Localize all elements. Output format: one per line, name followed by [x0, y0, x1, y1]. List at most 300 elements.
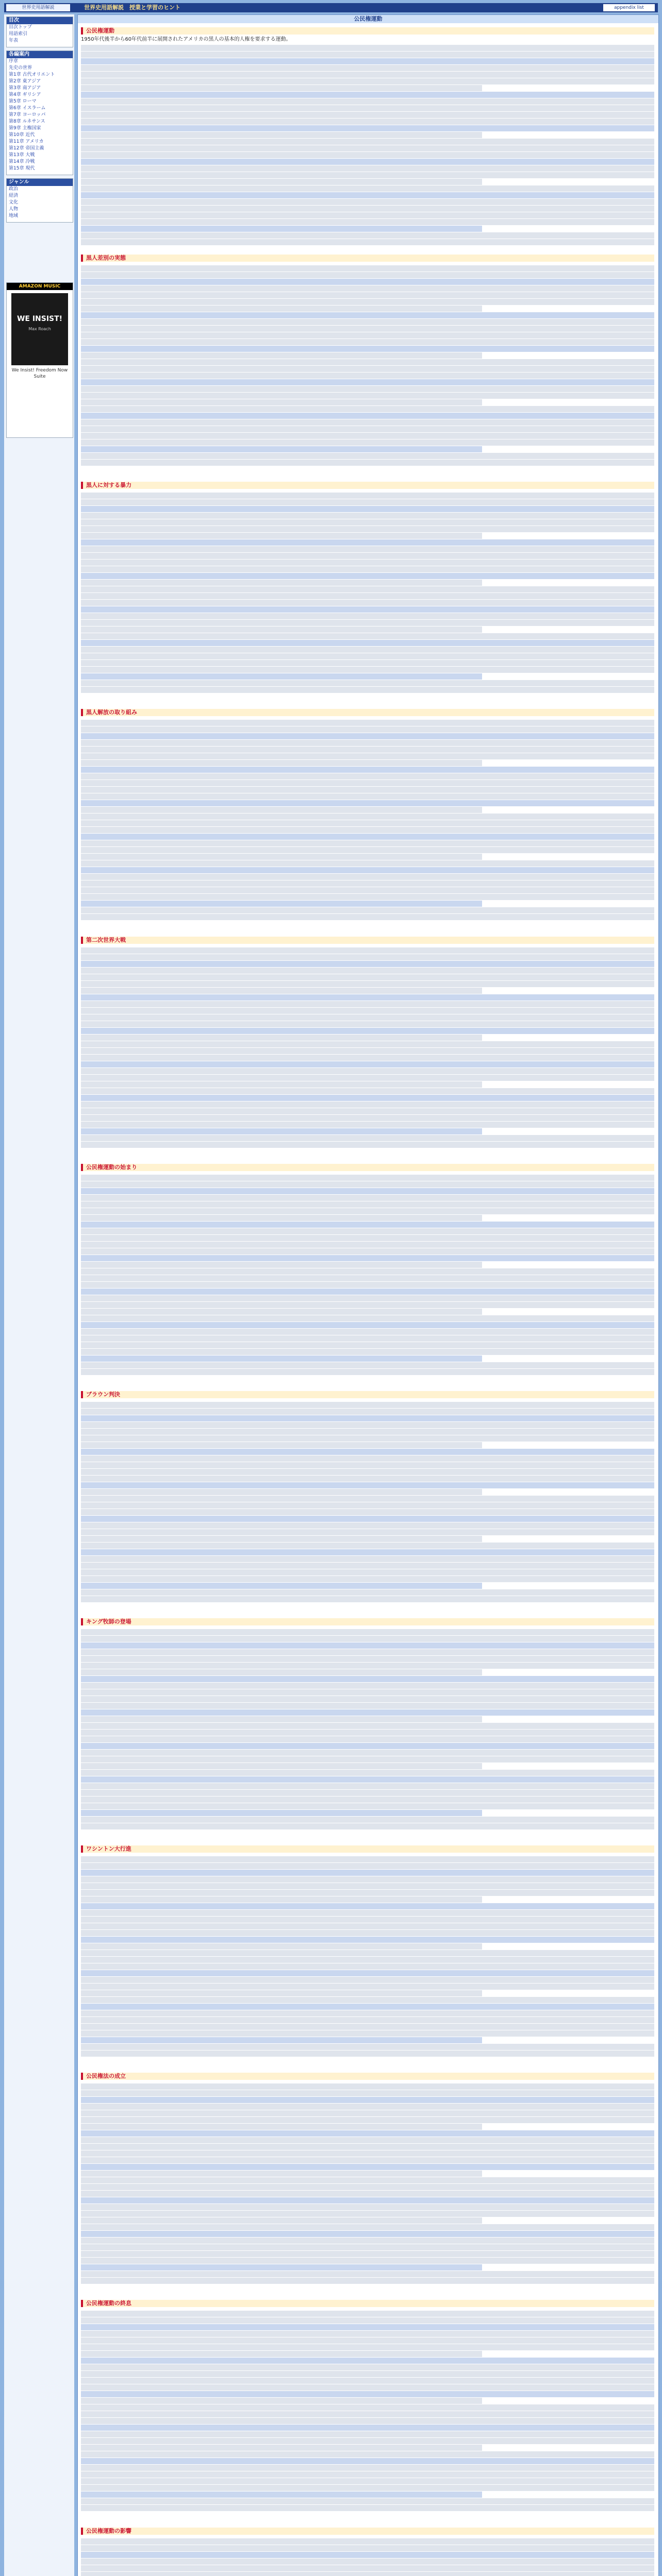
section-heading: 公民権法の成立	[81, 2073, 654, 2080]
text-line-placeholder	[81, 1035, 482, 1041]
text-line-placeholder	[81, 339, 654, 345]
text-line-placeholder	[81, 1008, 654, 1014]
text-line-placeholder	[81, 1349, 654, 1355]
text-line-placeholder	[81, 647, 654, 653]
section-heading: ブラウン判決	[81, 1391, 654, 1398]
text-line-placeholder	[81, 1870, 654, 1876]
text-line-placeholder	[81, 433, 654, 439]
text-line-placeholder	[81, 1803, 654, 1809]
text-line-placeholder	[81, 2358, 654, 2364]
text-line-placeholder	[81, 600, 654, 606]
text-line-placeholder	[81, 1055, 654, 1061]
text-line-placeholder	[81, 2344, 654, 2350]
article-section	[81, 255, 654, 478]
text-line-placeholder	[81, 1930, 654, 1936]
sidebar-link[interactable]: 第15章 現代	[9, 166, 35, 171]
text-line-placeholder	[81, 747, 654, 753]
article-section	[81, 482, 654, 705]
text-line-placeholder	[81, 961, 654, 967]
text-line-placeholder	[81, 994, 654, 1001]
text-line-placeholder	[81, 2150, 654, 2157]
text-line-placeholder	[81, 907, 654, 913]
text-line-placeholder	[81, 1482, 654, 1488]
text-line-placeholder	[81, 1669, 482, 1675]
text-line-placeholder	[81, 2204, 654, 2210]
text-line-placeholder	[81, 787, 654, 793]
article-section	[81, 1845, 654, 2069]
sidebar-link[interactable]: 序章	[9, 59, 19, 64]
text-line-placeholder	[81, 1649, 654, 1655]
section-body	[81, 1173, 654, 1385]
text-line-placeholder	[81, 1636, 654, 1642]
text-line-placeholder	[81, 834, 654, 840]
text-line-placeholder	[81, 366, 654, 372]
text-line-placeholder	[81, 626, 482, 633]
text-line-placeholder	[81, 1135, 654, 1141]
text-line-placeholder	[81, 1275, 654, 1281]
text-line-placeholder	[81, 1863, 654, 1869]
album-cover-title: WE INSIST!	[16, 315, 63, 323]
text-line-placeholder	[81, 105, 654, 111]
text-line-placeholder	[81, 2445, 482, 2451]
article-section	[81, 709, 654, 932]
text-line-placeholder	[81, 2211, 654, 2217]
article-section	[81, 1164, 654, 1387]
text-line-placeholder	[81, 1856, 654, 1862]
text-line-placeholder	[81, 2184, 654, 2190]
text-line-placeholder	[81, 1569, 654, 1575]
sidebar-link[interactable]: 第12章 帝国主義	[9, 146, 44, 151]
page-title: 公民権運動	[78, 15, 658, 23]
text-line-placeholder	[81, 265, 654, 272]
text-line-placeholder	[81, 2144, 654, 2150]
sidebar-link[interactable]: 第8章 ルネサンス	[9, 119, 45, 124]
text-line-placeholder	[81, 546, 654, 552]
sidebar-box-title: 各編案内	[7, 51, 73, 58]
text-line-placeholder	[81, 219, 654, 225]
text-line-placeholder	[81, 820, 654, 826]
text-line-placeholder	[81, 1723, 654, 1729]
text-line-placeholder	[81, 807, 482, 813]
text-line-placeholder	[81, 2017, 654, 2023]
text-line-placeholder	[81, 1629, 654, 1635]
text-line-placeholder	[81, 519, 654, 526]
text-line-placeholder	[81, 1709, 654, 1716]
text-line-placeholder	[81, 2197, 654, 2204]
text-line-placeholder	[81, 1950, 654, 1956]
text-line-placeholder	[81, 2558, 654, 2565]
text-line-placeholder	[81, 2171, 482, 2177]
text-line-placeholder	[81, 1068, 654, 1074]
text-line-placeholder	[81, 2251, 654, 2257]
text-line-placeholder	[81, 2471, 654, 2478]
text-line-placeholder	[81, 1021, 654, 1027]
text-line-placeholder	[81, 1923, 654, 1929]
text-line-placeholder	[81, 947, 654, 954]
text-line-placeholder	[81, 1676, 654, 1682]
text-line-placeholder	[81, 566, 654, 572]
text-line-placeholder	[81, 2177, 654, 2183]
text-line-placeholder	[81, 1088, 654, 1094]
text-line-placeholder	[81, 1496, 654, 1502]
text-line-placeholder	[81, 1810, 482, 1816]
text-line-placeholder	[81, 1642, 654, 1649]
text-line-placeholder	[81, 1763, 482, 1769]
text-line-placeholder	[81, 299, 654, 305]
text-line-placeholder	[81, 827, 654, 833]
section-body	[81, 718, 654, 930]
text-line-placeholder	[81, 2090, 654, 2096]
text-line-placeholder	[81, 2258, 654, 2264]
text-line-placeholder	[81, 426, 654, 432]
text-line-placeholder	[81, 733, 654, 739]
text-line-placeholder	[81, 673, 482, 680]
text-line-placeholder	[81, 1215, 482, 1221]
text-line-placeholder	[81, 1302, 654, 1308]
sidebar-link[interactable]: 第13章 大戦	[9, 152, 35, 158]
text-line-placeholder	[81, 887, 654, 893]
text-line-placeholder	[81, 1977, 654, 1983]
text-line-placeholder	[81, 1262, 482, 1268]
text-line-placeholder	[81, 118, 654, 125]
text-line-placeholder	[81, 78, 654, 84]
text-line-placeholder	[81, 1449, 654, 1455]
site-logo[interactable]: 世界史用語解説	[6, 4, 70, 11]
text-line-placeholder	[81, 132, 482, 138]
section-body	[81, 1854, 654, 2067]
text-line-placeholder	[81, 1235, 654, 1241]
text-line-placeholder	[81, 212, 654, 218]
text-line-placeholder	[81, 226, 482, 232]
site-title: 世界史用語解説 授業と学習のヒント	[84, 4, 180, 11]
section-heading: 公民権運動	[81, 27, 654, 35]
text-line-placeholder	[81, 640, 654, 646]
text-line-placeholder	[81, 1329, 654, 1335]
text-line-placeholder	[81, 2418, 654, 2424]
text-line-placeholder	[81, 2278, 654, 2284]
text-line-placeholder	[81, 1282, 654, 1288]
sidebar-link[interactable]: 地域	[9, 213, 19, 218]
text-line-placeholder	[81, 2024, 654, 2030]
sidebar-link[interactable]: 第2章 東アジア	[9, 79, 41, 84]
article-section	[81, 1391, 654, 1614]
text-line-placeholder	[81, 1115, 654, 1121]
appendix-link[interactable]: appendix list	[603, 4, 655, 11]
text-line-placeholder	[81, 1248, 654, 1255]
section-heading: 公民権運動の始まり	[81, 1164, 654, 1171]
text-line-placeholder	[81, 1903, 654, 1909]
text-line-placeholder	[81, 1583, 482, 1589]
text-line-placeholder	[81, 2552, 654, 2558]
text-line-placeholder	[81, 2565, 654, 2571]
text-line-placeholder	[81, 2117, 654, 2123]
text-line-placeholder	[81, 1175, 654, 1181]
article-section	[81, 27, 654, 250]
text-line-placeholder	[81, 1823, 654, 1829]
text-line-placeholder	[81, 2191, 654, 2197]
text-line-placeholder	[81, 2451, 654, 2458]
text-line-placeholder	[81, 1001, 654, 1007]
text-line-placeholder	[81, 2411, 654, 2417]
text-line-placeholder	[81, 2545, 654, 2551]
text-line-placeholder	[81, 1797, 654, 1803]
text-line-placeholder	[81, 232, 654, 239]
text-line-placeholder	[81, 2224, 654, 2230]
text-line-placeholder	[81, 2425, 654, 2431]
text-line-placeholder	[81, 894, 654, 900]
text-line-placeholder	[81, 2391, 654, 2397]
sidebar-link[interactable]: 文化	[9, 200, 19, 205]
text-line-placeholder	[81, 326, 654, 332]
text-line-placeholder	[81, 606, 654, 613]
text-line-placeholder	[81, 1048, 654, 1054]
text-line-placeholder	[81, 1309, 482, 1315]
text-line-placeholder	[81, 2384, 654, 2391]
ad-header: AMAZON MUSIC	[7, 283, 73, 290]
text-line-placeholder	[81, 2331, 654, 2337]
text-line-placeholder	[81, 2264, 482, 2270]
text-line-placeholder	[81, 1730, 654, 1736]
text-line-placeholder	[81, 1817, 654, 1823]
text-line-placeholder	[81, 2465, 654, 2471]
sidebar-link[interactable]: 第3章 南アジア	[9, 86, 41, 91]
text-line-placeholder	[81, 981, 654, 987]
text-line-placeholder	[81, 1201, 654, 1208]
sidebar-box-title: ジャンル	[7, 179, 73, 186]
text-line-placeholder	[81, 1943, 482, 1950]
text-line-placeholder	[81, 1910, 654, 1916]
text-line-placeholder	[81, 1957, 654, 1963]
text-line-placeholder	[81, 2505, 654, 2511]
text-line-placeholder	[81, 279, 654, 285]
sidebar-link[interactable]: 先史の世界	[9, 65, 32, 71]
sidebar-link[interactable]: 第10章 近代	[9, 132, 35, 138]
sidebar-link[interactable]: 経済	[9, 193, 19, 198]
text-line-placeholder	[81, 1435, 654, 1442]
text-line-placeholder	[81, 2431, 654, 2437]
top-header	[4, 3, 658, 12]
text-line-placeholder	[81, 2498, 654, 2504]
text-line-placeholder	[81, 346, 654, 352]
text-line-placeholder	[81, 2271, 654, 2277]
text-line-placeholder	[81, 165, 654, 172]
text-line-placeholder	[81, 2124, 482, 2130]
text-line-placeholder	[81, 1122, 654, 1128]
article-section	[81, 2300, 654, 2523]
text-line-placeholder	[81, 1716, 482, 1722]
text-line-placeholder	[81, 553, 654, 559]
text-line-placeholder	[81, 613, 654, 619]
sidebar-link[interactable]: 目次トップ	[9, 25, 32, 30]
text-line-placeholder	[81, 1990, 482, 1996]
amazon-music-ad[interactable]	[6, 282, 73, 438]
text-line-placeholder	[81, 1095, 654, 1101]
text-line-placeholder	[81, 1896, 482, 1903]
album-cover-image[interactable]	[11, 293, 68, 365]
text-line-placeholder	[81, 1536, 482, 1542]
text-line-placeholder	[81, 1736, 654, 1742]
section-body	[81, 2081, 654, 2294]
section-body	[81, 2536, 654, 2576]
text-line-placeholder	[81, 1295, 654, 1301]
text-line-placeholder	[81, 1576, 654, 1582]
text-line-placeholder	[81, 1255, 654, 1261]
text-line-placeholder	[81, 1422, 654, 1428]
section-heading: ワシントン大行進	[81, 1845, 654, 1853]
sidebar-link[interactable]: 用語索引	[9, 31, 28, 37]
sidebar-link[interactable]: 第14章 冷戦	[9, 159, 35, 164]
text-line-placeholder	[81, 372, 654, 379]
text-line-placeholder	[81, 386, 654, 392]
section-body	[81, 263, 654, 476]
text-line-placeholder	[81, 85, 482, 91]
text-line-placeholder	[81, 145, 654, 151]
text-line-placeholder	[81, 2238, 654, 2244]
text-line-placeholder	[81, 854, 482, 860]
section-heading: 黒人差別の実態	[81, 255, 654, 262]
section-body	[81, 1400, 654, 1613]
text-line-placeholder	[81, 1890, 654, 1896]
text-line-placeholder	[81, 533, 482, 539]
text-line-placeholder	[81, 1469, 654, 1475]
text-line-placeholder	[81, 2044, 654, 2050]
text-line-placeholder	[81, 1041, 654, 1047]
text-line-placeholder	[81, 332, 654, 338]
text-line-placeholder	[81, 72, 654, 78]
text-line-placeholder	[81, 1222, 654, 1228]
text-line-placeholder	[81, 1516, 654, 1522]
text-line-placeholder	[81, 2037, 482, 2043]
text-line-placeholder	[81, 1937, 654, 1943]
text-line-placeholder	[81, 780, 654, 786]
text-line-placeholder	[81, 1489, 482, 1495]
sidebar-box-genres	[6, 178, 73, 223]
text-line-placeholder	[81, 560, 654, 566]
text-line-placeholder	[81, 2110, 654, 2116]
section-heading: 公民権運動の影響	[81, 2528, 654, 2535]
text-line-placeholder	[81, 1689, 654, 1696]
text-line-placeholder	[81, 493, 654, 499]
text-line-placeholder	[81, 159, 654, 165]
text-line-placeholder	[81, 753, 654, 759]
section-body	[81, 2309, 654, 2521]
text-line-placeholder	[81, 2572, 654, 2576]
text-line-placeholder	[81, 2458, 654, 2464]
text-line-placeholder	[81, 2378, 654, 2384]
text-line-placeholder	[81, 2404, 654, 2411]
text-line-placeholder	[81, 1228, 654, 1234]
text-line-placeholder	[81, 880, 654, 887]
text-line-placeholder	[81, 285, 654, 292]
text-line-placeholder	[81, 2317, 654, 2324]
text-line-placeholder	[81, 179, 482, 185]
text-line-placeholder	[81, 2538, 654, 2545]
text-line-placeholder	[81, 1188, 654, 1194]
text-line-placeholder	[81, 2164, 654, 2170]
text-line-placeholder	[81, 112, 654, 118]
text-line-placeholder	[81, 1596, 654, 1602]
text-line-placeholder	[81, 312, 654, 318]
text-line-placeholder	[81, 1876, 654, 1883]
sidebar-link[interactable]: 第6章 イスラーム	[9, 106, 46, 111]
text-line-placeholder	[81, 65, 654, 71]
text-line-placeholder	[81, 319, 654, 325]
text-line-placeholder	[81, 2010, 654, 2016]
text-line-placeholder	[81, 1429, 654, 1435]
text-line-placeholder	[81, 2492, 482, 2498]
text-line-placeholder	[81, 292, 654, 298]
sidebar-link[interactable]: 第4章 ギリシア	[9, 92, 41, 97]
text-line-placeholder	[81, 1409, 654, 1415]
text-line-placeholder	[81, 413, 654, 419]
sidebar-link[interactable]: 第1章 古代オリエント	[9, 72, 55, 77]
text-line-placeholder	[81, 306, 482, 312]
section-heading: キング牧師の登場	[81, 1618, 654, 1625]
text-line-placeholder	[81, 399, 482, 405]
text-line-placeholder	[81, 393, 654, 399]
text-line-placeholder	[81, 1790, 654, 1796]
text-line-placeholder	[81, 513, 654, 519]
sidebar-link[interactable]: 第9章 主権国家	[9, 126, 41, 131]
section-body	[81, 490, 654, 703]
text-line-placeholder	[81, 2104, 654, 2110]
section-heading: 黒人解放の取り組み	[81, 709, 654, 716]
text-line-placeholder	[81, 660, 654, 666]
text-line-placeholder	[81, 2217, 482, 2224]
sidebar-link[interactable]: 第5章 ローマ	[9, 99, 37, 104]
section-body	[81, 1627, 654, 1840]
text-line-placeholder	[81, 1556, 654, 1562]
section-heading: 第二次世界大戦	[81, 937, 654, 944]
text-line-placeholder	[81, 988, 482, 994]
text-line-placeholder	[81, 760, 482, 766]
text-line-placeholder	[81, 1696, 654, 1702]
text-line-placeholder	[81, 667, 654, 673]
text-line-placeholder	[81, 1984, 654, 1990]
text-line-placeholder	[81, 239, 654, 245]
text-line-placeholder	[81, 726, 654, 733]
text-line-placeholder	[81, 1997, 654, 2003]
article-section	[81, 937, 654, 1160]
text-line-placeholder	[81, 2231, 654, 2237]
text-line-placeholder	[81, 687, 654, 693]
text-line-placeholder	[81, 526, 654, 532]
text-line-placeholder	[81, 1362, 654, 1368]
text-line-placeholder	[81, 1589, 654, 1596]
text-line-placeholder	[81, 1963, 654, 1970]
text-line-placeholder	[81, 1355, 482, 1362]
text-line-placeholder	[81, 1322, 654, 1328]
sidebar-link[interactable]: 年表	[9, 38, 19, 43]
text-line-placeholder	[81, 1455, 654, 1462]
sidebar-link[interactable]: 人物	[9, 207, 19, 212]
sidebar-link[interactable]: 政治	[9, 187, 19, 192]
sidebar-link[interactable]: 第7章 ヨーロッパ	[9, 112, 46, 117]
text-line-placeholder	[81, 352, 482, 359]
text-line-placeholder	[81, 1543, 654, 1549]
text-line-placeholder	[81, 1142, 654, 1148]
text-line-placeholder	[81, 1663, 654, 1669]
text-line-placeholder	[81, 506, 654, 512]
text-line-placeholder	[81, 1917, 654, 1923]
text-line-placeholder	[81, 968, 654, 974]
sidebar-link[interactable]: 第11章 アメリカ	[9, 139, 44, 144]
text-line-placeholder	[81, 2351, 482, 2357]
text-line-placeholder	[81, 2050, 654, 2057]
text-line-placeholder	[81, 954, 654, 960]
text-line-placeholder	[81, 2438, 654, 2444]
text-line-placeholder	[81, 1756, 654, 1762]
